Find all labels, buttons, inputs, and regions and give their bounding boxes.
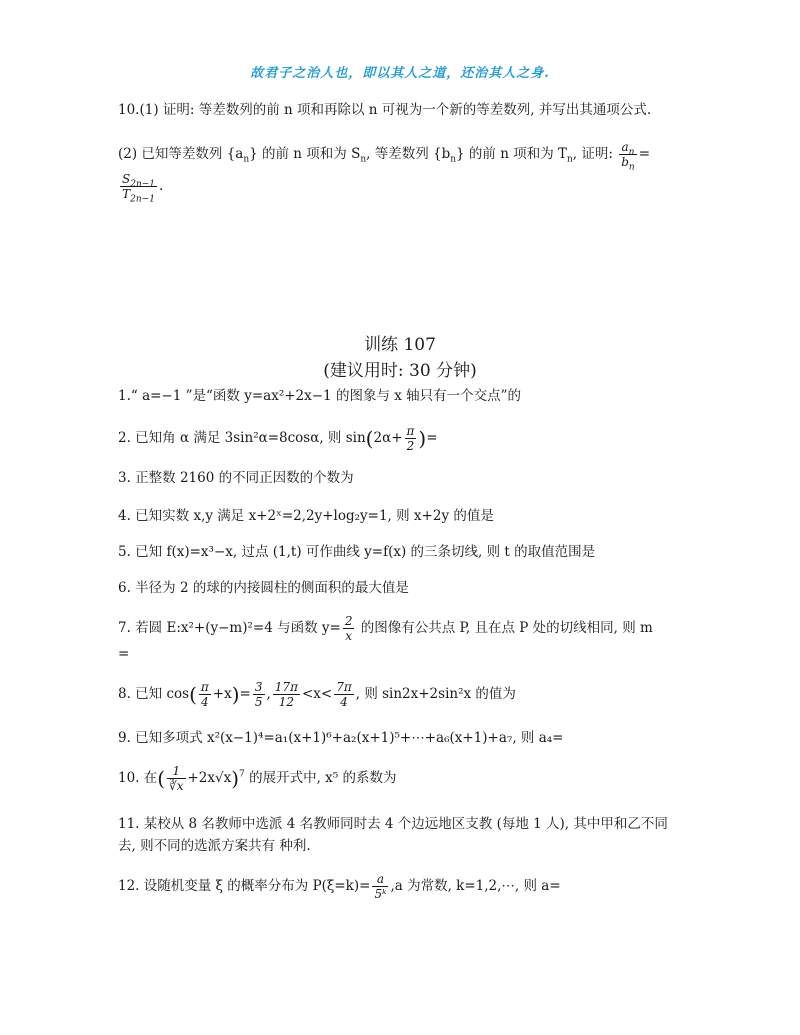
fraction-an-bn: $\frac{a_n}{b_n}$ xyxy=(621,140,635,173)
problem-2: 2. 已知角 α 满足 3sin²α=8cosα, 则 sin(2α+ $\frac{\pi}{2}$ )= xyxy=(118,424,438,453)
fraction-2-over-x: $\frac{2}{x}$ xyxy=(344,614,353,643)
fraction-17pi-12: $\frac{17\pi}{12}$ xyxy=(274,680,298,709)
problem-7: 7. 若圆 E:x²+(y−m)²=4 与函数 y= $\frac{2}{x}$ 的图像有公共点 P, 且在点 P 处的切线相同, 则 m xyxy=(118,614,653,643)
prev-problem-10-part2: (2) 已知等差数列 $\{a_n\}$ 的前 n 项和为 $S_n$, 等差数列 $\{b_n\}$ 的前 n 项和为 $T_n$, 证明: $\frac{a_n}{b_n}$ = xyxy=(118,140,651,173)
fraction-3-5: $\frac{3}{5}$ xyxy=(254,680,263,709)
problem-11: 11. 某校从 8 名教师中选派 4 名教师同时去 4 个边远地区支教 (每地 1 人), 其中甲和乙不同 xyxy=(118,816,668,832)
problem-11-line2: 去, 则不同的选派方案共有 种利. xyxy=(118,838,311,854)
problem-10: 10. 在( $\frac{1}{∛x}$ +2x√x)$^7$ 的展开式中, x⁵ 的系数为 xyxy=(118,764,397,793)
problem-4: 4. 已知实数 x,y 满足 x+2ˣ=2,2y+log₂y=1, 则 x+2y 的值是 xyxy=(118,508,494,524)
fraction-s-t: $\frac{S_{2n-1}}{T_{2n-1}}$ xyxy=(122,172,156,205)
header-motto: 故君子之治人也，即以其人之道，还治其人之身. xyxy=(250,66,550,81)
fraction-7pi-4: $\frac{7\pi}{4}$ xyxy=(336,680,352,709)
problem-7-line2: = xyxy=(118,646,130,662)
fraction-a-5k: $\frac{a}{\text{5ᵏ}}$ xyxy=(374,872,387,901)
problem-1: 1.“ a=−1 ”是“函数 y=ax²+2x−1 的图象与 x 轴只有一个交点”的 xyxy=(118,388,522,404)
problem-6: 6. 半径为 2 的球的内接圆柱的侧面积的最大值是 xyxy=(118,580,409,596)
fraction-1-cbrt-x: $\frac{1}{∛x}$ xyxy=(169,764,184,793)
section-title: 训练 107 xyxy=(364,335,436,355)
fraction-pi-over-2: $\frac{\pi}{2}$ xyxy=(406,424,415,453)
problem-9: 9. 已知多项式 x²(x−1)⁴=a₁(x+1)⁶+a₂(x+1)⁵+⋯+a₆(x+1)+a₇, 则 a₄= xyxy=(118,730,564,746)
problem-3: 3. 正整数 2160 的不同正因数的个数为 xyxy=(118,470,354,486)
fraction-pi-over-4: $\frac{\pi}{4}$ xyxy=(200,680,209,709)
problem-12: 12. 设随机变量 ξ 的概率分布为 P(ξ=k)= $\frac{a}{\text{5ᵏ}}$ ,a 为常数, k=1,2,⋯, 则 a= xyxy=(118,872,561,901)
prev-problem-10-part2-line2: $\frac{S_{2n-1}}{T_{2n-1}}$ . xyxy=(122,172,164,205)
section-subtitle: (建议用时: 30 分钟) xyxy=(323,361,477,381)
problem-8: 8. 已知 cos( $\frac{\pi}{4}$ +x)= $\frac{3}{5}$ , $\frac{17\pi}{12}$ <x< $\frac{7\pi}{4}$ , 则 sin2x+2sin²x 的值为 xyxy=(118,680,516,709)
prev-problem-10-part1: 10.(1) 证明: 等差数列的前 n 项和再除以 n 可视为一个新的等差数列, 并写出其通项公式. xyxy=(118,102,652,118)
problem-5: 5. 已知 f(x)=x³−x, 过点 (1,t) 可作曲线 y=f(x) 的三条切线, 则 t 的取值范围是 xyxy=(118,544,596,560)
